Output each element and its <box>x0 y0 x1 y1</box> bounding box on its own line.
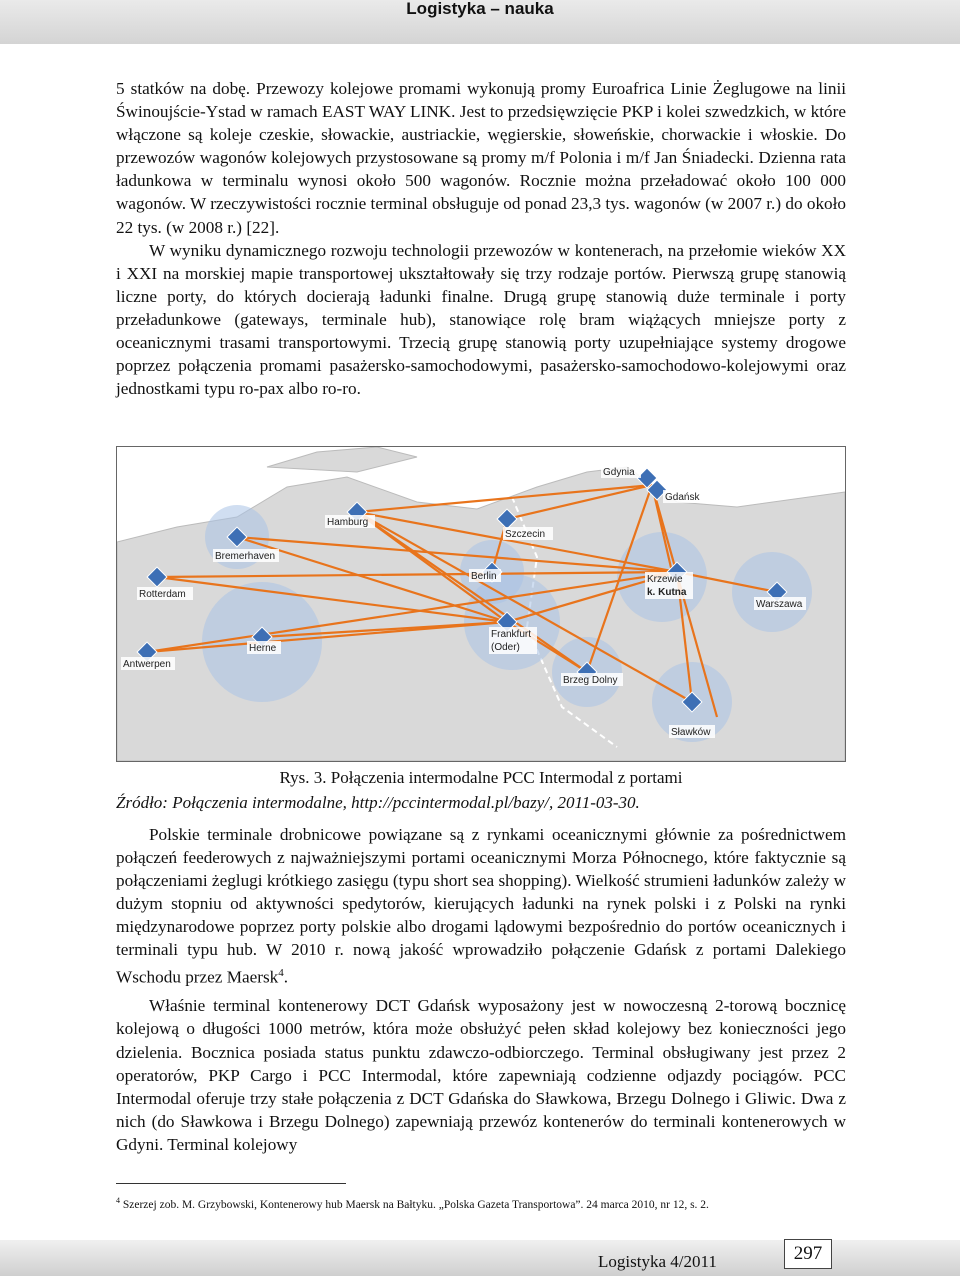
footnote-rule <box>116 1183 346 1184</box>
running-header: Logistyka – nauka <box>406 0 554 18</box>
paragraph-4: Właśnie terminal kontenerowy DCT Gdańsk wyposażony jest w nowoczesną 2-torową bocznicę kolejową o długości 1000 metrów, która może obsłużyć pełen skład kolejowy bez konieczności jego dzielenia. Bocznica posiada status punktu zdawczo-odbiorczego. Terminal obsługiwany jest przez 2 operatorów, PKP Cargo i PCC Intermodal, które zapewniają codzienne odjazdy pociągów. PCC Intermodal oferuje trzy stałe połączenia z DCT Gdańska do Sławkowa, Brzegu Dolnego i Gliwic. Dwa z nich (do Sławkowa i Brzegu Dolnego) zapewniają przewóz kontenerów do terminali kontenerowych w Gdyni. Terminal kolejowy <box>116 996 846 1154</box>
paragraph-2: W wyniku dynamicznego rozwoju technologii przewozów w kontenerach, na przełomie wieków XX i XXI na morskiej mapie transportowej ukształtowały się trzy rodzaje portów. Pierwszą grupę stanowią liczne porty, do których docierają ładunki finalne. Drugą grupę stanowią duże terminale i porty przeładunkowe (gateways, terminale hub), stanowiące rolę bram wiążących mniejsze porty z oceanicznymi trasami transportowymi. Trzecią grupę stanowią porty uzupełniające systemy drogowe poprzez połączenia promami pasażersko-samochodowymi, pasażersko-samochodowo-kolejowymi oraz jednostkami typu ro-pax albo ro-ro. <box>116 240 846 399</box>
label-rotterdam: Rotterdam <box>139 589 186 600</box>
label-berlin: Berlin <box>471 571 497 582</box>
figure-caption: Rys. 3. Połączenia intermodalne PCC Intermodal z portami <box>279 768 683 787</box>
paragraph-3-text: Polskie terminale drobnicowe powiązane są z rynkami oceanicznymi głównie za pośrednictwem połączeń feederowych z najważniejszymi portami oceanicznymi Morza Północnego, które faktycznie są połączeniami żeglugi krótkiego zasięgu (typu short sea shopping). Wielkość strumieni ładunków zależy w dużym stopniu od aktywności spedytorów, kierujących ładunki na rynek polski i z Polski na rynki międzynarodowe poprzez porty polskie albo drogami lądowymi bezpośrednio do portów oceanicznych i terminali typu hub. W 2010 r. nową jakość wprowadziło połączenie Gdańsk z portami Dalekiego Wschodu przez Maersk <box>116 825 846 987</box>
label-brzeg: Brzeg Dolny <box>563 675 618 686</box>
label-frankfurt: Frankfurt <box>491 629 532 640</box>
label-slawkow: Sławków <box>671 727 711 738</box>
label-krzewie: Krzewie <box>647 574 683 585</box>
label-bremerhaven: Bremerhaven <box>215 551 276 562</box>
figure-source: Źródło: Połączenia intermodalne, http://pccintermodal.pl/bazy/, 2011-03-30. <box>116 793 640 812</box>
intermodal-map <box>117 447 845 761</box>
footnote-ref: 4 <box>278 966 284 979</box>
label-herne: Herne <box>249 643 277 654</box>
label-gdynia: Gdynia <box>603 467 635 478</box>
label-szczecin: Szczecin <box>505 529 546 540</box>
label-hamburg: Hamburg <box>327 517 369 528</box>
label-warszawa: Warszawa <box>756 599 803 610</box>
label-frankfurt-sub: (Oder) <box>491 642 520 653</box>
footnote-text: Szerzej zob. M. Grzybowski, Kontenerowy hub Maersk na Bałtyku. „Polska Gazeta Transportowa”. 24 marca 2010, nr 12, s. 2. <box>122 1198 709 1211</box>
paragraph-1-block <box>116 77 846 400</box>
paragraph-3-block <box>116 823 846 1156</box>
label-krzewie-sub: k. Kutna <box>647 587 687 598</box>
page-number: 297 <box>784 1239 832 1269</box>
footnote <box>116 1194 846 1212</box>
label-antwerpen: Antwerpen <box>123 659 171 670</box>
footnote-number: 4 <box>116 1196 120 1205</box>
map-figure <box>116 446 846 762</box>
paragraph-1: 5 statków na dobę. Przewozy kolejowe promami wykonują promy Euroafrica Linie Żeglugowe na linii Świnoujście-Ystad w ramach EAST WAY LINK. Jest to przedsięwzięcie PKP i kolei szwedzkich, w które włączone są koleje czeskie, słowackie, austriackie, węgierskie, słoweńskie, chorwackie i włoskie. Do przewozów wagonów kolejowych przystosowane są promy m/f Polonia i m/f Jan Śniadecki. Dzienna rata ładunkowa w terminalu wynosi około 500 wagonów. Rocznie można przeładować około 100 000 wagonów. W rzeczywistości rocznie terminal obsługuje od ponad 23,3 tys. wagonów (w 2007 r.) do około 22 tys. (w 2008 r.) [22]. <box>116 79 847 237</box>
paragraph-3-end: . <box>283 967 289 987</box>
paragraph-3 <box>116 823 846 988</box>
label-gdansk: Gdańsk <box>665 492 700 503</box>
footer-journal: Logistyka 4/2011 <box>598 1252 717 1271</box>
